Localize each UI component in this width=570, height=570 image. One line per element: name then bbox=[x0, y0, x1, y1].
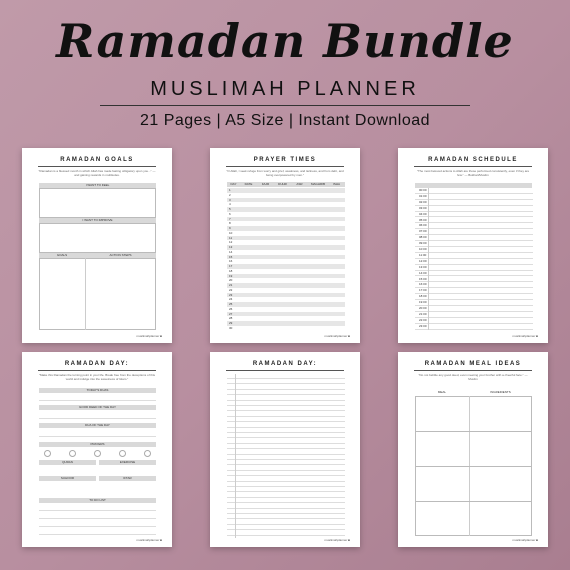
writing-line bbox=[227, 454, 345, 455]
section-box bbox=[39, 188, 156, 218]
writing-line bbox=[227, 475, 345, 476]
column-header: MEAL bbox=[437, 390, 447, 394]
card-ramadan-goals bbox=[22, 148, 172, 343]
prayer-column-header: FAJR bbox=[261, 182, 270, 186]
writing-line bbox=[39, 510, 156, 511]
day-number: 6 bbox=[229, 211, 231, 216]
card-title: RAMADAN GOALS bbox=[60, 157, 134, 163]
writing-line bbox=[227, 389, 345, 390]
card-title: RAMADAN DAY: bbox=[64, 361, 130, 367]
title-underline bbox=[226, 370, 344, 371]
card-quote: "The most beloved actions to Allah are those performed consistently, even if they are few." — Bukhari/Muslim bbox=[416, 169, 530, 177]
day-number: 23 bbox=[229, 292, 233, 297]
card-quote: "Do not belittle any good deed, even meeting your brother with a cheerful face." — Muslim bbox=[418, 373, 528, 381]
writing-line bbox=[227, 464, 345, 465]
card-title: RAMADAN DAY: bbox=[252, 361, 318, 367]
schedule-time: 21:00 bbox=[419, 311, 427, 316]
card-title: RAMADAN SCHEDULE bbox=[428, 157, 518, 163]
day-number: 4 bbox=[229, 202, 231, 207]
day-number: 18 bbox=[229, 268, 233, 273]
row-divider bbox=[415, 466, 532, 467]
card-title: PRAYER TIMES bbox=[253, 157, 317, 163]
card-ramadan-schedule bbox=[398, 148, 548, 343]
writing-line bbox=[227, 535, 345, 536]
schedule-time: 15:00 bbox=[419, 276, 427, 281]
title-underline bbox=[38, 370, 156, 371]
day-number: 29 bbox=[229, 321, 233, 325]
prayer-column-header: ISHA bbox=[332, 182, 340, 186]
prayer-checkbox bbox=[144, 450, 151, 457]
section-header: QURAN bbox=[39, 460, 96, 465]
prayer-column-header: DATE bbox=[244, 182, 253, 186]
prayer-checkbox bbox=[94, 450, 101, 457]
writing-line bbox=[227, 416, 345, 417]
column-header: INGREDIENTS bbox=[490, 390, 511, 394]
title-underline bbox=[38, 166, 156, 167]
card-prayer-times bbox=[210, 148, 360, 343]
card-footer: muslimahplanner ■ bbox=[136, 334, 162, 338]
day-number: 19 bbox=[229, 273, 233, 278]
card-quote: "Ramadan is a blessed month in which Allah has made fasting obligatory upon you..." — and gaining rewards in multitudes. bbox=[38, 169, 156, 177]
writing-line bbox=[39, 436, 156, 437]
schedule-time: 10:00 bbox=[419, 247, 427, 251]
page-subtitle: MUSLIMAH PLANNER bbox=[150, 78, 420, 100]
day-number: 11 bbox=[229, 235, 233, 240]
day-number: 24 bbox=[229, 297, 233, 302]
card-quote: "O Allah, I seek refuge from worry and grief, weakness, and laziness, and from debt, and being overpowered by men." bbox=[226, 169, 344, 177]
card-footer: muslimahplanner ■ bbox=[136, 538, 162, 542]
row-divider bbox=[415, 501, 532, 502]
prayer-checkbox bbox=[69, 450, 76, 457]
margin-line bbox=[235, 374, 236, 538]
day-number: 9 bbox=[229, 226, 231, 230]
day-number: 16 bbox=[229, 259, 233, 264]
schedule-time: 18:00 bbox=[419, 294, 427, 299]
writing-line bbox=[227, 437, 345, 438]
day-number: 22 bbox=[229, 287, 233, 292]
writing-line bbox=[227, 518, 345, 519]
section-header: TO DO LIST bbox=[39, 498, 156, 503]
day-number: 1 bbox=[229, 188, 231, 192]
page-tagline: 21 Pages | A5 Size | Instant Download bbox=[139, 112, 431, 129]
schedule-time: 07:00 bbox=[419, 229, 427, 234]
prayer-checkbox bbox=[119, 450, 126, 457]
writing-line bbox=[227, 448, 345, 449]
section-header: PRAYERS bbox=[39, 442, 156, 447]
writing-line bbox=[227, 529, 345, 530]
schedule-time: 06:00 bbox=[419, 223, 427, 228]
section-header: TODAY'S DUAS bbox=[39, 388, 156, 393]
title-underline bbox=[414, 370, 532, 371]
day-number: 21 bbox=[229, 283, 233, 287]
prayer-column-header: ASR bbox=[296, 182, 303, 186]
card-quote: "Make this Ramadan the turning point in your life. Break free from the deceptions of this world and indulge into the sweetness of Islam." bbox=[38, 373, 156, 381]
writing-line bbox=[227, 508, 345, 509]
prayer-column-header: MAGHRIB bbox=[310, 182, 325, 186]
column-divider bbox=[85, 258, 86, 330]
title-underline bbox=[414, 166, 532, 167]
card-ramadan-meal-ideas bbox=[398, 352, 548, 547]
day-number: 25 bbox=[229, 302, 233, 306]
schedule-time: 20:00 bbox=[419, 306, 427, 310]
writing-line bbox=[227, 427, 345, 428]
schedule-time: 23:00 bbox=[419, 323, 427, 328]
card-footer: muslimahplanner ■ bbox=[324, 334, 350, 338]
day-number: 15 bbox=[229, 254, 233, 259]
schedule-time: 04:00 bbox=[419, 211, 427, 216]
card-title: RAMADAN MEAL IDEAS bbox=[424, 361, 522, 367]
card-ramadan-day-lined bbox=[210, 352, 360, 547]
schedule-time: 02:00 bbox=[419, 199, 427, 204]
day-number: 14 bbox=[229, 249, 233, 254]
schedule-row bbox=[415, 324, 533, 330]
page-title: Ramadan Bundle bbox=[56, 14, 514, 68]
row-divider bbox=[415, 431, 532, 432]
section-header: GOOD DEED OF THE DAY bbox=[39, 405, 156, 410]
schedule-time: 00:00 bbox=[419, 188, 427, 192]
section-header: EXERCISE bbox=[99, 460, 156, 465]
card-footer: muslimahplanner ■ bbox=[512, 334, 538, 338]
card-footer: muslimahplanner ■ bbox=[324, 538, 350, 542]
day-number: 3 bbox=[229, 197, 231, 202]
card-footer: muslimahplanner ■ bbox=[512, 538, 538, 542]
prayer-column-header: DAY bbox=[230, 182, 237, 186]
writing-line bbox=[39, 534, 156, 535]
day-number: 20 bbox=[229, 278, 233, 283]
day-number: 26 bbox=[229, 306, 233, 311]
schedule-time: 14:00 bbox=[419, 270, 427, 275]
day-number: 10 bbox=[229, 230, 233, 235]
card-ramadan-day-detailed bbox=[22, 352, 172, 547]
title-underline bbox=[226, 166, 344, 167]
writing-line bbox=[227, 513, 345, 514]
writing-line bbox=[39, 400, 156, 401]
section-header: IFTAR bbox=[99, 476, 156, 481]
prayer-checkbox bbox=[44, 450, 51, 457]
writing-line bbox=[227, 410, 345, 411]
schedule-time: 19:00 bbox=[419, 300, 427, 305]
schedule-time: 12:00 bbox=[419, 258, 427, 263]
prayer-column-header: DUHR bbox=[278, 182, 287, 186]
schedule-time: 22:00 bbox=[419, 317, 427, 322]
day-number: 7 bbox=[229, 216, 231, 221]
goals-table bbox=[39, 258, 156, 330]
writing-line bbox=[227, 470, 345, 471]
header bbox=[0, 0, 570, 140]
writing-line bbox=[227, 421, 345, 422]
schedule-time: 13:00 bbox=[419, 264, 427, 269]
section-header: SUHOOR bbox=[39, 476, 96, 481]
column-header: ACTION STEPS bbox=[85, 253, 156, 258]
schedule-time: 16:00 bbox=[419, 282, 427, 287]
schedule-time: 17:00 bbox=[419, 288, 427, 293]
schedule-time: 11:00 bbox=[419, 252, 427, 257]
writing-line bbox=[227, 481, 345, 482]
writing-line bbox=[227, 378, 345, 379]
day-number: 30 bbox=[229, 325, 233, 330]
day-number: 17 bbox=[229, 264, 233, 268]
schedule-time: 05:00 bbox=[419, 217, 427, 222]
writing-line bbox=[39, 418, 156, 419]
day-number: 28 bbox=[229, 316, 233, 321]
section-header: DUA OF THE DAY bbox=[39, 423, 156, 428]
day-number: 13 bbox=[229, 245, 233, 249]
day-number: 8 bbox=[229, 221, 231, 226]
writing-line bbox=[39, 518, 156, 519]
header-divider bbox=[100, 105, 470, 106]
day-number: 2 bbox=[229, 192, 231, 197]
column-header: GOALS bbox=[39, 253, 85, 258]
writing-line bbox=[227, 383, 345, 384]
section-header: I WANT TO FEEL bbox=[39, 183, 156, 188]
writing-line bbox=[227, 497, 345, 498]
writing-line bbox=[227, 459, 345, 460]
writing-line bbox=[227, 491, 345, 492]
writing-line bbox=[227, 400, 345, 401]
section-header: I WANT TO IMPROVE bbox=[39, 218, 156, 223]
schedule-time: 08:00 bbox=[419, 235, 427, 240]
day-number: 27 bbox=[229, 311, 233, 316]
day-number: 12 bbox=[229, 240, 233, 245]
schedule-time: 03:00 bbox=[419, 205, 427, 210]
writing-line bbox=[227, 443, 345, 444]
writing-line bbox=[227, 432, 345, 433]
writing-line bbox=[227, 502, 345, 503]
writing-line bbox=[227, 405, 345, 406]
section-box bbox=[39, 223, 156, 253]
writing-line bbox=[227, 524, 345, 525]
schedule-time: 01:00 bbox=[419, 193, 427, 198]
writing-line bbox=[227, 394, 345, 395]
day-number: 5 bbox=[229, 207, 231, 211]
writing-line bbox=[39, 526, 156, 527]
time-column-divider bbox=[428, 188, 429, 330]
schedule-time: 09:00 bbox=[419, 241, 427, 246]
writing-line bbox=[227, 486, 345, 487]
table-row bbox=[227, 326, 345, 331]
